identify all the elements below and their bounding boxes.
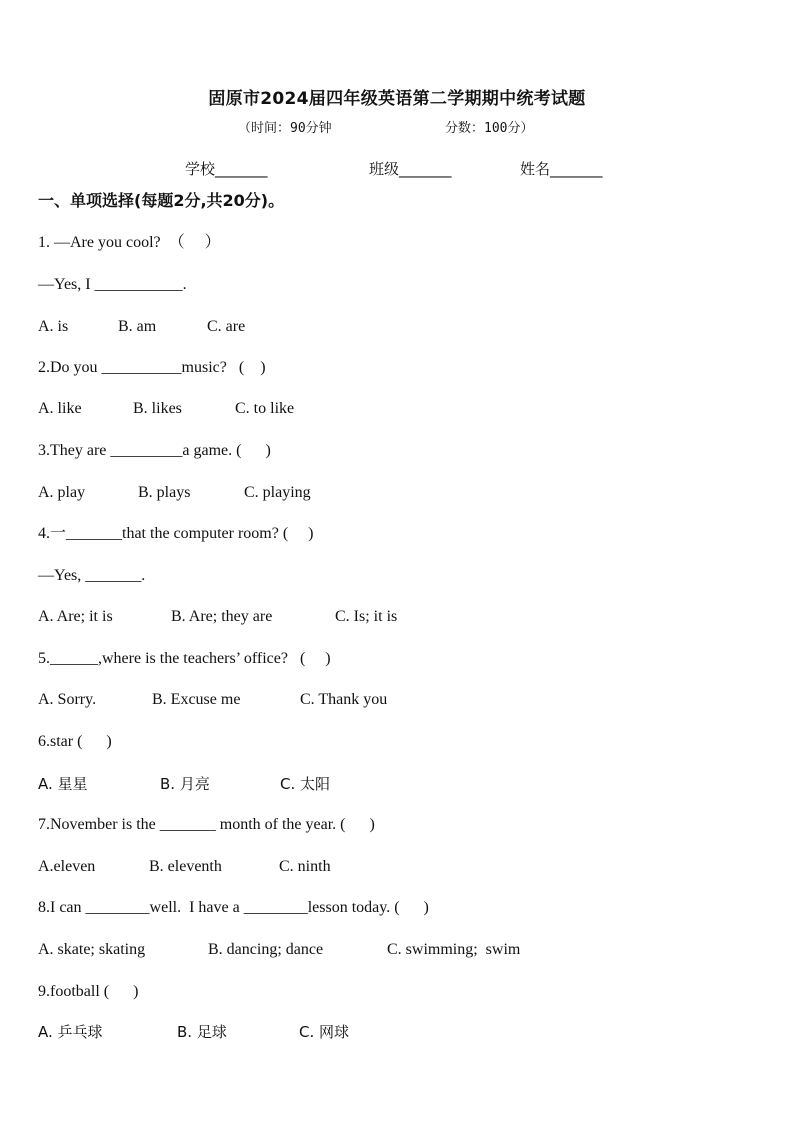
question-8-option-b: B. dancing; dance (208, 941, 324, 958)
question-9-option-b: B. 足球 (177, 1023, 227, 1041)
question-4-line-2: —Yes, _______. (38, 567, 146, 584)
question-6-option-c: C. 太阳 (280, 775, 331, 793)
question-9-option-c: C. 网球 (299, 1023, 350, 1041)
question-6-option-a: A. 星星 (38, 775, 88, 793)
question-8-option-a: A. skate; skating (38, 941, 146, 958)
question-4-option-a: A. Are; it is (38, 608, 113, 625)
question-1-option-c: C. are (207, 318, 246, 335)
question-4-line-1: 4.一_______that the computer room? ( ) (38, 525, 314, 542)
question-2-option-a: A. like (38, 400, 82, 417)
question-8-option-c: C. swimming; swim (387, 941, 521, 958)
question-9-line-1: 9.football ( ) (38, 983, 139, 1000)
question-5-option-c: C. Thank you (300, 691, 388, 708)
class-field: 班级_______ (369, 160, 452, 178)
question-6-option-b: B. 月亮 (160, 775, 210, 793)
question-3-option-b: B. plays (138, 484, 191, 501)
question-2-line-1: 2.Do you __________music? ( ) (38, 359, 266, 376)
school-field: 学校_______ (185, 160, 268, 178)
question-7-line-1: 7.November is the _______ month of the year. ( ) (38, 816, 375, 833)
question-5-line-1: 5.______,where is the teachers’ office? ( ) (38, 650, 331, 667)
question-2-option-b: B. likes (133, 400, 182, 417)
question-1-option-a: A. is (38, 318, 69, 335)
question-3-option-a: A. play (38, 484, 86, 501)
section-heading: 一、单项选择(每题2分,共20分)。 (38, 191, 285, 210)
question-7-option-a: A.eleven (38, 858, 96, 875)
question-3-line-1: 3.They are _________a game. ( ) (38, 442, 271, 459)
question-8-line-1: 8.I can ________well. I have a ________lesson today. ( ) (38, 899, 429, 916)
exam-title: 固原市2024届四年级英语第二学期期中统考试题 (208, 89, 586, 109)
question-6-line-1: 6.star ( ) (38, 733, 112, 750)
question-1-option-b: B. am (118, 318, 157, 335)
question-4-option-c: C. Is; it is (335, 608, 398, 625)
question-7-option-b: B. eleventh (149, 858, 222, 875)
name-field: 姓名_______ (520, 160, 603, 178)
exam-score: 分数：100分） (445, 121, 534, 136)
question-7-option-c: C. ninth (279, 858, 331, 875)
question-1-line-2: —Yes, I ___________. (38, 276, 187, 293)
question-4-option-b: B. Are; they are (171, 608, 273, 625)
question-2-option-c: C. to like (235, 400, 295, 417)
question-5-option-a: A. Sorry. (38, 691, 97, 708)
exam-time: （时间：90分钟 (238, 121, 332, 136)
question-5-option-b: B. Excuse me (152, 691, 241, 708)
question-3-option-c: C. playing (244, 484, 311, 501)
question-1-line-1: 1. —Are you cool? （ ） (38, 234, 221, 251)
question-9-option-a: A. 乒乓球 (38, 1023, 103, 1041)
